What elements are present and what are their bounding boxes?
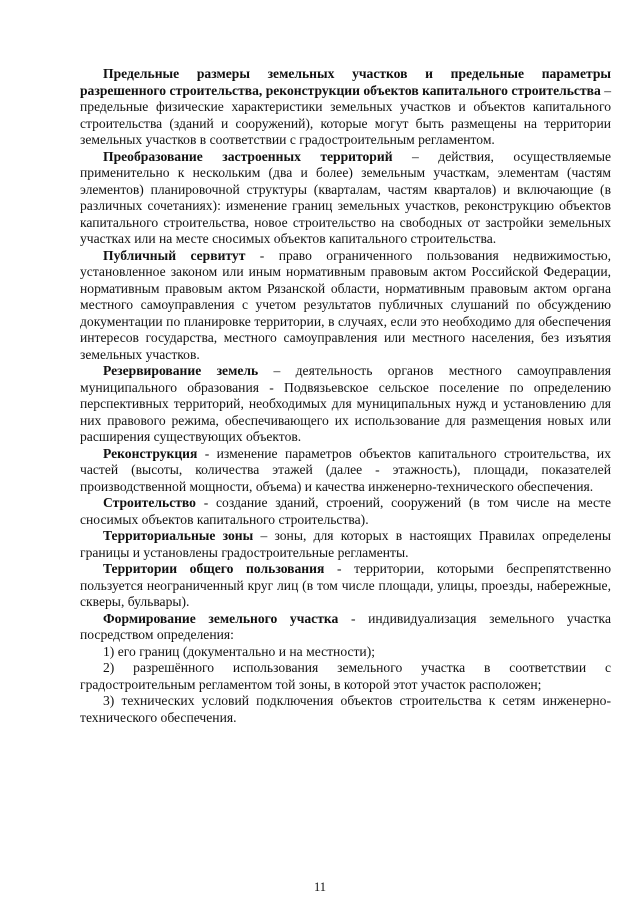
definition-paragraph	[80, 149, 611, 248]
definition-text: – деятельность органов местного самоуправления муниципального образования - Подвязьевское сельское поселение по определению перспективных территорий, необходимых для муниципальных нужд и установлению для них правового режима, обеспечивающего их использование для размещения новых или расширения существующих объектов.	[80, 363, 612, 444]
definition-term: Преобразование застроенных территорий	[103, 148, 393, 164]
list-item	[80, 644, 611, 661]
definition-paragraph	[80, 528, 611, 561]
definition-term: Публичный сервитут	[103, 247, 246, 263]
list-item	[80, 660, 611, 693]
list-item-text: 2) разрешённого использования земельного участка в соответствии с градостроительным регламентом той зоны, в которой этот участок расположен;	[80, 660, 611, 692]
definition-text: - создание зданий, строений, сооружений (в том числе на месте сносимых объектов капитального строительства).	[80, 495, 611, 527]
definition-text: – предельные физические характеристики земельных участков и объектов капитального строительства (зданий и сооружений), которые могут быть размещены на территории земельных участков в соответствии с градостроительным регламентом.	[80, 82, 612, 147]
definition-term: Формирование земельного участка	[103, 610, 339, 626]
definition-term: Реконструкция	[103, 445, 198, 461]
definition-paragraph	[80, 248, 611, 364]
list-item-text: 1) его границ (документально и на местности);	[103, 643, 376, 659]
page-number: 11	[313, 880, 327, 894]
definition-term: Территории общего пользования	[103, 561, 325, 576]
definition-term: Строительство	[103, 495, 196, 510]
definition-text: - территории, которыми беспрепятственно пользуется неограниченный круг лиц (в том числе площади, улицы, проезды, набережные, скверы, бульвары).	[80, 561, 611, 609]
definition-text: – действия, осуществляемые применительно к нескольким (два и более) земельным участкам, элементам (частям элементов) планировочной структуры (кварталам, частям кварталов) и включающие (в различных сочетаниях): изменение границ земельных участков, реконструкцию объектов капитального строительства, новое строительство на свободных от застройки земельных участках или на месте сносимых объектов капитального строительства.	[80, 148, 611, 246]
list-item	[80, 693, 611, 726]
definition-paragraph	[80, 446, 611, 496]
definition-text: - индивидуализация земельного участка посредством определения:	[80, 610, 611, 642]
definition-term: Территориальные зоны	[103, 528, 254, 543]
definition-text: – зоны, для которых в настоящих Правилах определены границы и установлены градостроительные регламенты.	[80, 528, 611, 560]
definition-paragraph	[80, 495, 611, 528]
definition-paragraph	[80, 363, 611, 446]
definition-paragraph	[80, 611, 611, 644]
definition-text: - право ограниченного пользования недвижимостью, установленное законом или иным нормативным правовым актом Российской Федерации, нормативным правовым актом Рязанской области, нормативным правовым актом органа местного самоуправления с учетом результатов публичных слушаний по обсуждению документации по планировке территории, в случаях, если это необходимо для обеспечения интересов государства, местного самоуправления или местного населения, без изъятия земельных участков.	[80, 247, 611, 362]
definition-text: - изменение параметров объектов капитального строительства, их частей (высоты, количества этажей (далее - этажность), площади, показателей производственной мощности, объема) и качества инженерно-технического обеспечения.	[80, 445, 611, 494]
definition-term: Предельные размеры земельных участков и предельные параметры разрешенного строительства, реконструкции объектов капитального строительства	[80, 66, 611, 98]
definition-paragraph	[80, 66, 611, 149]
definition-term: Резервирование земель	[103, 363, 259, 378]
definition-paragraph	[80, 561, 611, 611]
document-body	[80, 66, 611, 726]
list-item-text: 3) технических условий подключения объектов строительства к сетям инженерно-технического обеспечения.	[80, 693, 611, 725]
